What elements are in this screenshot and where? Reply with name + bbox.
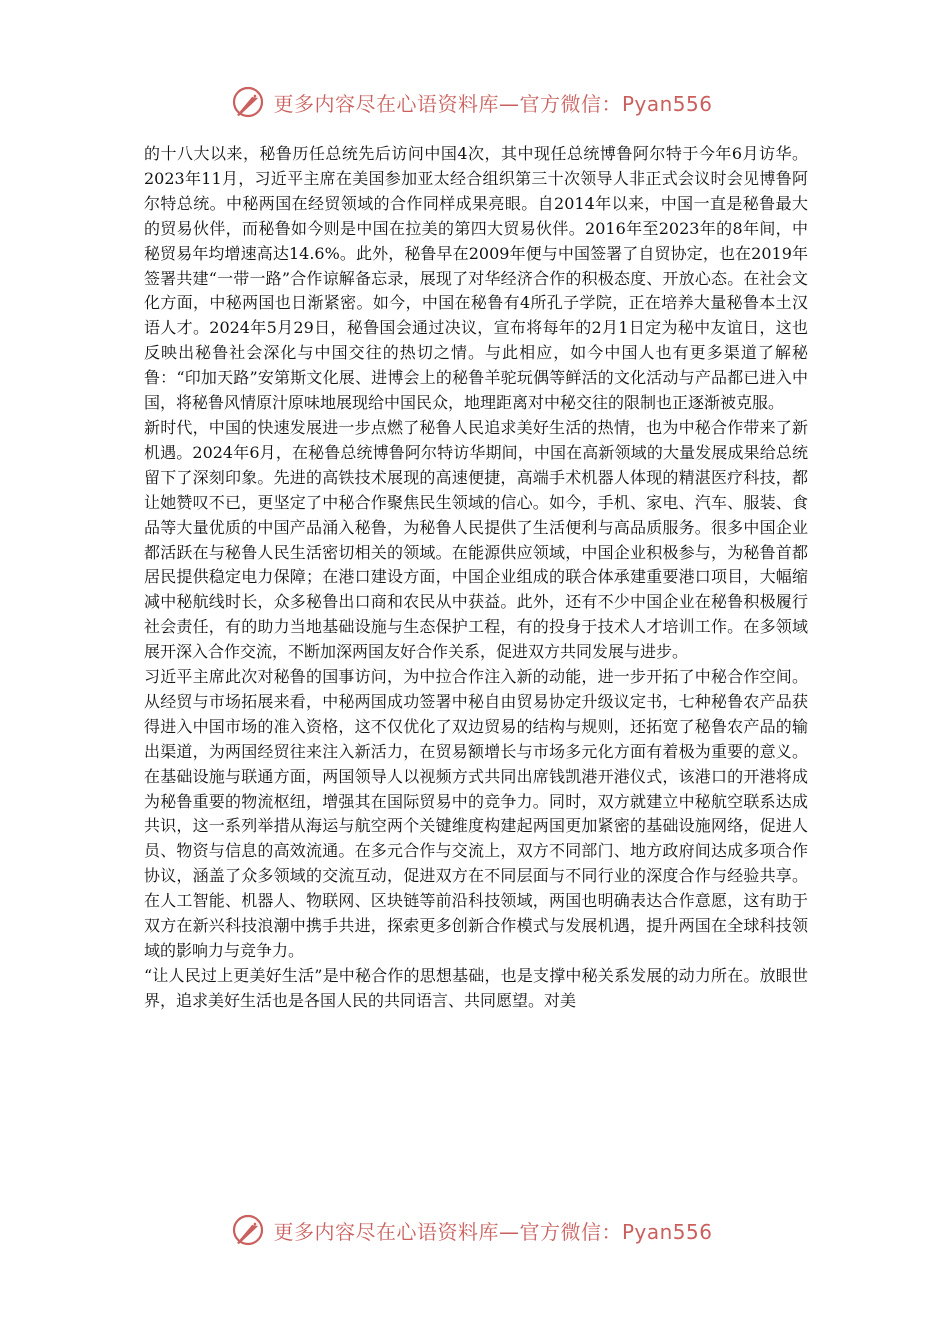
- paragraph-3: 习近平主席此次对秘鲁的国事访问，为中拉合作注入新的动能，进一步开拓了中秘合作空间。从经贸与市场拓展来看，中秘两国成功签署中秘自由贸易协定升级议定书，七种秘鲁农产品获得进入中国市场的准入资格，这不仅优化了双边贸易的结构与规则，还拓宽了秘鲁农产品的输出渠道，为两国经贸往来注入新活力，在贸易额增长与市场多元化方面有着极为重要的意义。在基础设施与联通方面，两国领导人以视频方式共同出席钱凯港开港仪式，该港口的开港将成为秘鲁重要的物流枢纽，增强其在国际贸易中的竞争力。同时，双方就建立中秘航空联系达成共识，这一系列举措从海运与航空两个关键维度构建起两国更加紧密的基础设施网络，促进人员、物资与信息的高效流通。在多元合作与交流上，双方不同部门、地方政府间达成多项合作协议，涵盖了众多领域的交流互动，促进双方在不同层面与不同行业的深度合作与经验共享。在人工智能、机器人、物联网、区块链等前沿科技领域，两国也明确表达合作意愿，这有助于双方在新兴科技浪潮中携手共进，探索更多创新合作模式与发展机遇，提升两国在全球科技领域的影响力与竞争力。: [144, 667, 808, 960]
- paragraph-4: “让人民过上更美好生活”是中秘合作的思想基础，也是支撑中秘关系发展的动力所在。放眼世界，追求美好生活也是各国人民的共同语言、共同愿望。对美: [144, 965, 808, 1010]
- pen-nib-logo-icon: [231, 85, 265, 119]
- banner-text: 更多内容尽在心语资料库—官方微信：Pyan556: [273, 91, 713, 116]
- paragraph-1: 的十八大以来，秘鲁历任总统先后访问中国4次，其中现任总统博鲁阿尔特于今年6月访华。2023年11月，习近平主席在美国参加亚太经合组织第三十次领导人非正式会议时会见博鲁阿尔特总统。中秘两国在经贸领域的合作同样成果亮眼。自2014年以来，中国一直是秘鲁最大的贸易伙伴，而秘鲁如今则是中国在拉美的第四大贸易伙伴。2016年至2023年的8年间，中秘贸易年均增速高达14.6%。此外，秘鲁早在2009年便与中国签署了自贸协定，也在2019年签署共建“一带一路”合作谅解备忘录，展现了对华经济合作的积极态度、开放心态。在社会文化方面，中秘两国也日渐紧密。如今，中国在秘鲁有4所孔子学院，正在培养大量秘鲁本土汉语人才。2024年5月29日，秘鲁国会通过决议，宣布将每年的2月1日定为秘中友谊日，这也反映出秘鲁社会深化与中国交往的热切之情。与此相应，如今中国人也有更多渠道了解秘鲁：“印加天路”安第斯文化展、进博会上的秘鲁羊驼玩偶等鲜活的文化活动与产品都已进入中国，将秘鲁风情原汁原味地展现给中国民众，地理距离对中秘交往的限制也正逐渐被克服。: [144, 144, 808, 413]
- banner-text: 更多内容尽在心语资料库—官方微信：Pyan556: [273, 1219, 713, 1244]
- pen-nib-logo-icon: [231, 1213, 265, 1247]
- header-banner: [0, 82, 950, 122]
- paragraph-2: 新时代，中国的快速发展进一步点燃了秘鲁人民追求美好生活的热情，也为中秘合作带来了新机遇。2024年6月，在秘鲁总统博鲁阿尔特访华期间，中国在高新领域的大量发展成果给总统留下了深刻印象。先进的高铁技术展现的高速便捷，高端手术机器人体现的精湛医疗科技，都让她赞叹不已，更坚定了中秘合作聚焦民生领域的信心。如今，手机、家电、汽车、服装、食品等大量优质的中国产品涌入秘鲁，为秘鲁人民提供了生活便利与高品质服务。很多中国企业都活跃在与秘鲁人民生活密切相关的领域。在能源供应领域，中国企业积极参与，为秘鲁首都居民提供稳定电力保障；在港口建设方面，中国企业组成的联合体承建重要港口项目，大幅缩减中秘航线时长，众多秘鲁出口商和农民从中获益。此外，还有不少中国企业在秘鲁积极履行社会责任，有的助力当地基础设施与生态保护工程，有的投身于技术人才培训工作。在多领域展开深入合作交流，不断加深两国友好合作关系，促进双方共同发展与进步。: [144, 417, 808, 662]
- article-body: [144, 142, 808, 1014]
- footer-banner: [0, 1210, 950, 1250]
